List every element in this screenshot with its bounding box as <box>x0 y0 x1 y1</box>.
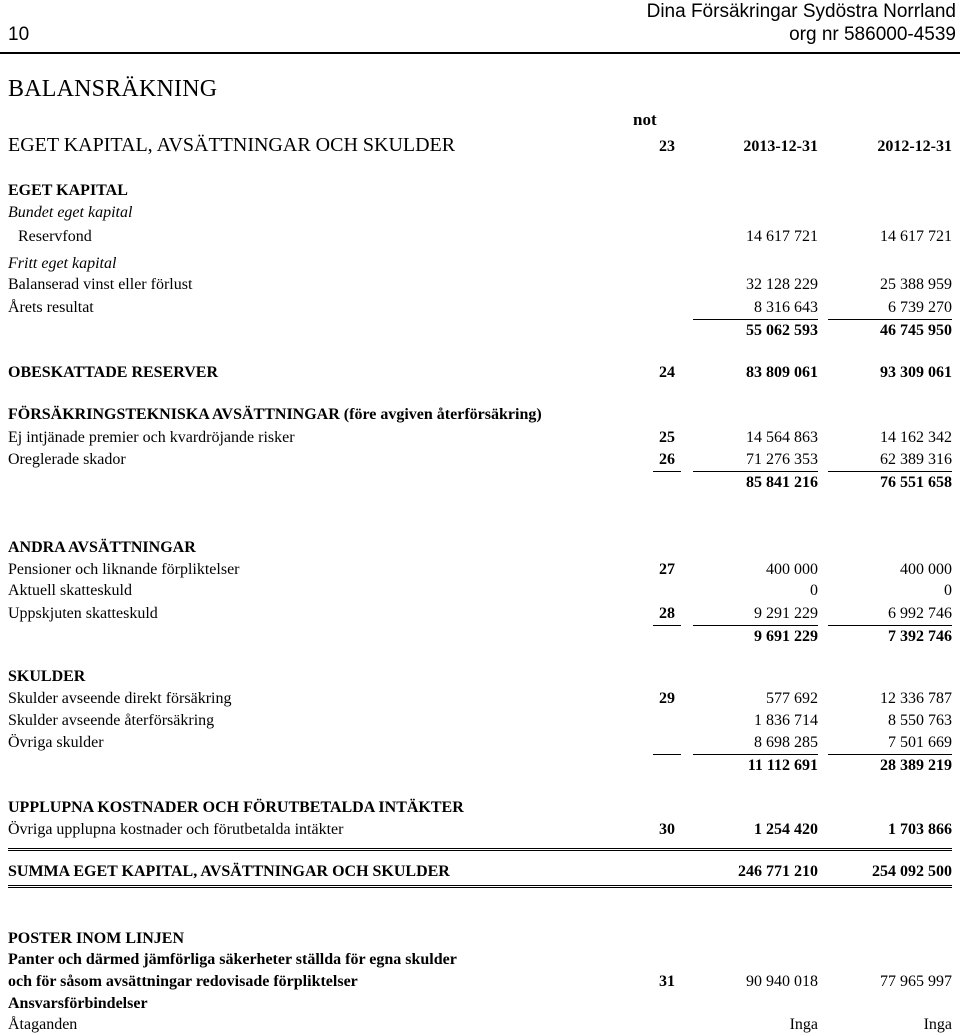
table-row: Uppskjuten skatteskuld 28 9 291 229 6 992 746 <box>8 603 952 625</box>
subtotal-row: 9 691 229 7 392 746 <box>754 628 952 645</box>
andra-heading: ANDRA AVSÄTTNINGAR <box>8 539 196 556</box>
company-name: Dina Försäkringar Sydöstra Norrland <box>646 1 956 22</box>
subtotal-row: 11 112 691 28 389 219 <box>747 757 952 774</box>
skulder-heading: SKULDER <box>8 668 86 685</box>
column-year-2: 2012-12-31 <box>877 138 952 155</box>
column-year-1: 2013-12-31 <box>743 138 818 155</box>
page-title: BALANSRÄKNING <box>8 76 218 102</box>
page-number: 10 <box>8 24 30 45</box>
double-rule-top <box>8 848 952 851</box>
table-row: Aktuell skatteskuld 0 0 <box>8 582 952 599</box>
table-row: Övriga skulder 8 698 285 7 501 669 <box>8 732 952 754</box>
table-row: och för såsom avsättningar redovisade förpliktelser 31 90 940 018 77 965 997 <box>8 973 952 990</box>
eget-kapital-heading: EGET KAPITAL <box>8 182 128 199</box>
subtotal-row: 85 841 216 76 551 658 <box>746 474 952 491</box>
table-row: Ej intjänade premier och kvardröjande risker 25 14 564 863 14 162 342 <box>8 429 952 446</box>
table-row: Övriga upplupna kostnader och förutbetalda intäkter 30 1 254 420 1 703 866 <box>8 821 952 838</box>
bundet-heading: Bundet eget kapital <box>8 204 133 221</box>
double-rule-bottom <box>8 885 952 888</box>
table-row: Skulder avseende återförsäkring 1 836 714 8 550 763 <box>8 712 952 729</box>
note-column-label: not <box>633 110 657 129</box>
summa-row: SUMMA EGET KAPITAL, AVSÄTTNINGAR OCH SKULDER 246 771 210 254 092 500 <box>8 863 952 880</box>
subtitle-note: 23 <box>659 138 675 155</box>
column-header-row <box>8 136 952 158</box>
section-subtitle: EGET KAPITAL, AVSÄTTNINGAR OCH SKULDER <box>8 134 456 156</box>
ansvar-heading: Ansvarsförbindelser <box>8 995 148 1012</box>
org-number: org nr 586000-4539 <box>789 24 956 45</box>
forsakring-heading: FÖRSÄKRINGSTEKNISKA AVSÄTTNINGAR (före avgiven återförsäkring) <box>8 406 542 423</box>
table-row: Skulder avseende direkt försäkring 29 577 692 12 336 787 <box>8 690 952 707</box>
fritt-heading: Fritt eget kapital <box>8 255 117 272</box>
table-row: Åtaganden Inga Inga <box>8 1016 952 1033</box>
table-row: Reservfond 14 617 721 14 617 721 <box>18 228 952 245</box>
obeskattade-row: OBESKATTADE RESERVER 24 83 809 061 93 309 061 <box>8 364 952 381</box>
upplupna-heading: UPPLUPNA KOSTNADER OCH FÖRUTBETALDA INTÄKTER <box>8 799 464 816</box>
table-row: Pensioner och liknande förpliktelser 27 400 000 400 000 <box>8 561 952 578</box>
header-rule <box>0 52 960 54</box>
subtotal-row: 55 062 593 46 745 950 <box>746 322 952 339</box>
company-header <box>647 0 956 46</box>
panter-line-1: Panter och därmed jämförliga säkerheter ställda för egna skulder <box>8 951 457 968</box>
poster-heading: POSTER INOM LINJEN <box>8 930 185 947</box>
table-row: Balanserad vinst eller förlust 32 128 229 25 388 959 <box>8 276 952 293</box>
table-row: Oreglerade skador 26 71 276 353 62 389 316 <box>8 449 952 471</box>
table-row: Årets resultat 8 316 643 6 739 270 <box>8 297 952 319</box>
